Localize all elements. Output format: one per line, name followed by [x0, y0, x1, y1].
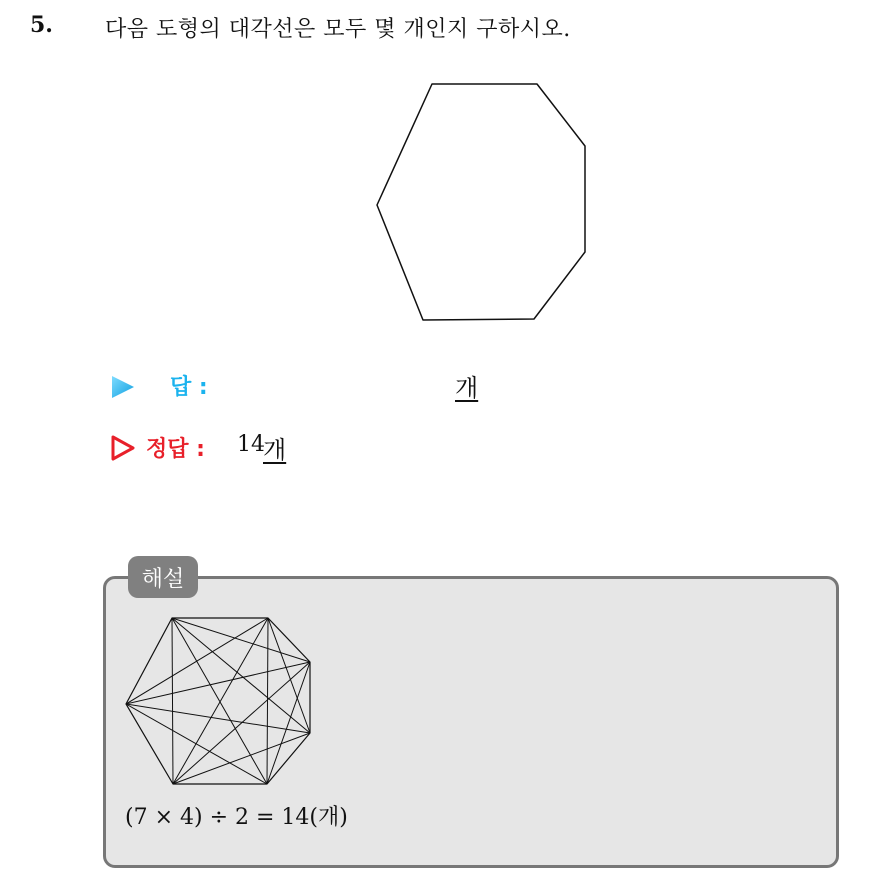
diagonal-lines: [126, 618, 310, 784]
heptagon-diagonals-figure: [118, 612, 318, 792]
question-number: 5.: [30, 12, 53, 38]
diagonal-line: [173, 662, 310, 784]
heptagon-outline: [126, 618, 310, 784]
explanation-tab: 해설: [128, 556, 198, 598]
outline-play-icon: [110, 434, 136, 462]
diagonal-line: [126, 704, 310, 733]
question-text: 다음 도형의 대각선은 모두 몇 개인지 구하시오.: [105, 17, 571, 42]
diagonal-line: [126, 618, 268, 704]
answer-unit: 개: [455, 374, 479, 402]
correct-answer-label: 정답 :: [146, 437, 205, 462]
correct-answer-value: 14: [237, 432, 265, 457]
diagonal-line: [267, 662, 310, 784]
answer-label: 답 :: [170, 375, 208, 400]
explanation-formula: (7 × 4) ÷ 2 = 14(개): [125, 805, 348, 830]
diagonal-line: [172, 618, 267, 784]
diagonal-line: [172, 618, 173, 784]
answer-row: [110, 368, 610, 404]
diagonal-line: [173, 733, 310, 784]
correct-answer-row: [110, 430, 610, 466]
diagonal-line: [267, 618, 268, 784]
diagonal-line: [173, 618, 268, 784]
correct-answer-unit: 개: [263, 436, 287, 464]
filled-play-icon: [110, 374, 136, 400]
heptagon-figure: [0, 0, 884, 340]
heptagon-outline: [377, 84, 585, 320]
diagonal-line: [126, 704, 267, 784]
